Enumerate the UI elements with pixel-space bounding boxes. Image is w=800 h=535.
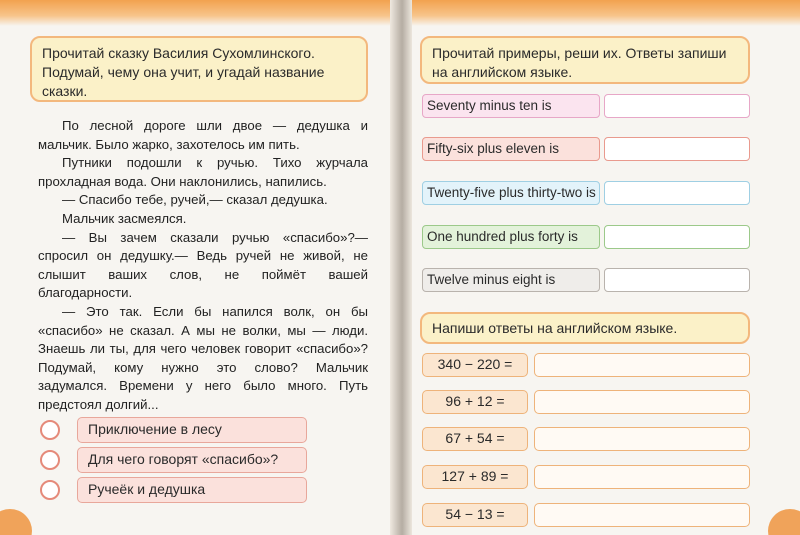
book-gutter [390,0,412,535]
example-label: One hundred plus forty is [422,225,600,249]
answer-field[interactable] [534,465,750,489]
number-row-3 [422,427,752,451]
title-option-1[interactable] [40,417,320,443]
right-top-band [410,0,800,26]
numbers-task-box [420,312,750,344]
option-radio-circle[interactable] [40,480,60,500]
example-label: Seventy minus ten is [422,94,600,118]
number-row-1 [422,353,752,377]
story-task-title: Прочитай сказку Василия Сухомлинского. Подумай, чему она учит, и угадай название сказки. [42,45,325,99]
story-paragraph: По лесной дороге шли двое — дедушка и мальчик. Было жарко, захотелось им пить. [38,118,368,152]
examples-task-box [420,36,750,84]
option-radio-circle[interactable] [40,450,60,470]
examples-task-title: Прочитай примеры, реши их. Ответы запиши на английском языке. [432,45,727,80]
example-row-5 [422,268,752,292]
example-row-2 [422,137,752,161]
number-expression: 96 + 12 = [422,390,528,414]
number-expression: 54 − 13 = [422,503,528,527]
answer-field[interactable] [534,390,750,414]
option-label: Для чего говорят «спасибо»? [77,447,307,473]
left-top-band [0,0,392,26]
example-row-4 [422,225,752,249]
number-expression: 340 − 220 = [422,353,528,377]
example-row-3 [422,181,752,205]
title-option-3[interactable] [40,477,320,503]
number-row-4 [422,465,752,489]
story-paragraph: — Это так. Если бы напился волк, он бы «спасибо» не сказал. А мы не волки, мы — люди. Знаешь ли ты, для чего человек говорит «спасибо»? Подумай, кому нужно это слово? Мальчик задумался. Времени у него было много. Путь предстоял долгий... [38,303,368,412]
story-task-box [30,36,368,102]
number-row-2 [422,390,752,414]
story-paragraph: Мальчик засмеялся. [62,210,187,226]
answer-field[interactable] [534,427,750,451]
example-row-1 [422,94,752,118]
number-row-5 [422,503,752,527]
answer-field[interactable] [534,503,750,527]
answer-field[interactable] [534,353,750,377]
answer-field[interactable] [604,94,750,118]
example-label: Twenty-five plus thirty-two is [422,181,600,205]
answer-field[interactable] [604,268,750,292]
option-label: Ручеёк и дедушка [77,477,307,503]
example-label: Fifty-six plus eleven is [422,137,600,161]
answer-field[interactable] [604,137,750,161]
story-paragraph: — Вы зачем сказали ручью «спасибо»?— спросил он дедушку.— Ведь ручей не живой, не слышит ваших слов, не поймёт вашей благодарности. [38,229,368,301]
numbers-task-title: Напиши ответы на английском языке. [432,320,678,336]
story-paragraph: — Спасибо тебе, ручей,— сказал дедушка. [62,192,328,208]
example-label: Twelve minus eight is [422,268,600,292]
title-option-2[interactable] [40,447,320,473]
answer-field[interactable] [604,181,750,205]
story-paragraph: Путники подошли к ручью. Тихо журчала прохладная вода. Они наклонились, напились. [38,155,368,189]
number-expression: 67 + 54 = [422,427,528,451]
answer-field[interactable] [604,225,750,249]
story-text [38,117,368,415]
option-radio-circle[interactable] [40,420,60,440]
option-label: Приключение в лесу [77,417,307,443]
number-expression: 127 + 89 = [422,465,528,489]
